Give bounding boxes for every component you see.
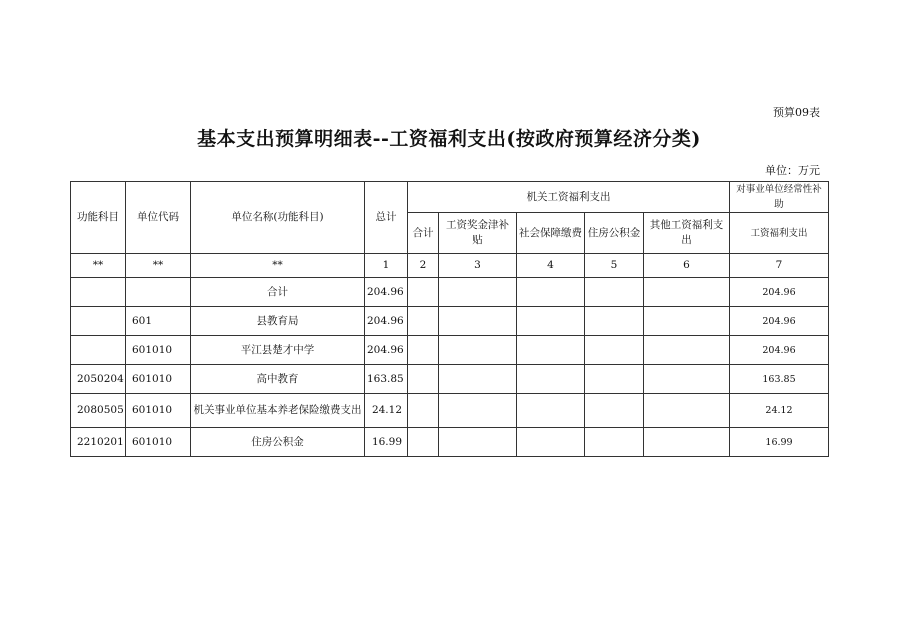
wage-bonus-cell bbox=[439, 394, 517, 428]
page-title: 基本支出预算明细表--工资福利支出(按政府预算经济分类) bbox=[197, 128, 701, 150]
unit-name-cell: 合计 bbox=[191, 278, 365, 307]
social-security-cell bbox=[517, 365, 585, 394]
func-subject-cell bbox=[71, 307, 126, 336]
index-cell: ** bbox=[71, 254, 126, 278]
header-subtotal: 合计 bbox=[408, 213, 439, 254]
index-cell: ** bbox=[191, 254, 365, 278]
unit-name-cell: 机关事业单位基本养老保险缴费支出 bbox=[191, 394, 365, 428]
header-total: 总计 bbox=[365, 182, 408, 254]
wage-welfare-cell: 204.96 bbox=[730, 336, 829, 365]
index-cell: 5 bbox=[585, 254, 644, 278]
other-wage-cell bbox=[644, 394, 730, 428]
header-wage-bonus: 工资奖金津补贴 bbox=[439, 213, 517, 254]
index-cell: 2 bbox=[408, 254, 439, 278]
housing-fund-cell bbox=[585, 307, 644, 336]
subtotal-cell bbox=[408, 394, 439, 428]
housing-fund-cell bbox=[585, 336, 644, 365]
wage-bonus-cell bbox=[439, 336, 517, 365]
other-wage-cell bbox=[644, 307, 730, 336]
index-cell: 4 bbox=[517, 254, 585, 278]
other-wage-cell bbox=[644, 365, 730, 394]
total-cell: 204.96 bbox=[365, 307, 408, 336]
housing-fund-cell bbox=[585, 365, 644, 394]
func-subject-cell: 2050204 bbox=[71, 365, 126, 394]
other-wage-cell bbox=[644, 336, 730, 365]
unit-name-cell: 平江县楚才中学 bbox=[191, 336, 365, 365]
header-housing-fund: 住房公积金 bbox=[585, 213, 644, 254]
wage-welfare-cell: 204.96 bbox=[730, 307, 829, 336]
social-security-cell bbox=[517, 307, 585, 336]
form-number: 预算09表 bbox=[773, 106, 820, 119]
social-security-cell bbox=[517, 336, 585, 365]
index-row bbox=[71, 254, 829, 278]
housing-fund-cell bbox=[585, 428, 644, 457]
social-security-cell bbox=[517, 394, 585, 428]
index-cell: 6 bbox=[644, 254, 730, 278]
header-other-wage: 其他工资福利支出 bbox=[644, 213, 730, 254]
other-wage-cell bbox=[644, 278, 730, 307]
index-cell: 1 bbox=[365, 254, 408, 278]
table-row bbox=[71, 307, 829, 336]
wage-bonus-cell bbox=[439, 428, 517, 457]
header-social-security: 社会保障缴费 bbox=[517, 213, 585, 254]
housing-fund-cell bbox=[585, 394, 644, 428]
table-row bbox=[71, 428, 829, 457]
housing-fund-cell bbox=[585, 278, 644, 307]
social-security-cell bbox=[517, 278, 585, 307]
func-subject-cell bbox=[71, 278, 126, 307]
wage-bonus-cell bbox=[439, 278, 517, 307]
total-cell: 163.85 bbox=[365, 365, 408, 394]
table-row bbox=[71, 278, 829, 307]
social-security-cell bbox=[517, 428, 585, 457]
subtotal-cell bbox=[408, 307, 439, 336]
func-subject-cell bbox=[71, 336, 126, 365]
unit-code-cell: 601010 bbox=[126, 336, 191, 365]
index-cell: 3 bbox=[439, 254, 517, 278]
header-wage-welfare: 工资福利支出 bbox=[730, 213, 829, 254]
header-subsidy: 对事业单位经常性补助 bbox=[730, 182, 829, 213]
header-org-wage: 机关工资福利支出 bbox=[408, 182, 730, 213]
wage-bonus-cell bbox=[439, 307, 517, 336]
unit-code-cell: 601010 bbox=[126, 428, 191, 457]
table-row bbox=[71, 365, 829, 394]
subtotal-cell bbox=[408, 336, 439, 365]
subtotal-cell bbox=[408, 365, 439, 394]
total-cell: 16.99 bbox=[365, 428, 408, 457]
wage-welfare-cell: 16.99 bbox=[730, 428, 829, 457]
wage-welfare-cell: 204.96 bbox=[730, 278, 829, 307]
subtotal-cell bbox=[408, 428, 439, 457]
other-wage-cell bbox=[644, 428, 730, 457]
index-cell: ** bbox=[126, 254, 191, 278]
wage-bonus-cell bbox=[439, 365, 517, 394]
header-unit-code: 单位代码 bbox=[126, 182, 191, 254]
table-row bbox=[71, 394, 829, 428]
unit-code-cell: 601010 bbox=[126, 365, 191, 394]
unit-name-cell: 县教育局 bbox=[191, 307, 365, 336]
unit-name-cell: 住房公积金 bbox=[191, 428, 365, 457]
index-cell: 7 bbox=[730, 254, 829, 278]
unit-code-cell bbox=[126, 278, 191, 307]
table-row bbox=[71, 336, 829, 365]
total-cell: 204.96 bbox=[365, 278, 408, 307]
header-unit-name: 单位名称(功能科目) bbox=[191, 182, 365, 254]
total-cell: 24.12 bbox=[365, 394, 408, 428]
unit-code-cell: 601 bbox=[126, 307, 191, 336]
unit-name-cell: 高中教育 bbox=[191, 365, 365, 394]
total-cell: 204.96 bbox=[365, 336, 408, 365]
unit-label: 单位：万元 bbox=[765, 164, 820, 177]
wage-welfare-cell: 163.85 bbox=[730, 365, 829, 394]
func-subject-cell: 2080505 bbox=[71, 394, 126, 428]
budget-table bbox=[70, 181, 829, 457]
func-subject-cell: 2210201 bbox=[71, 428, 126, 457]
wage-welfare-cell: 24.12 bbox=[730, 394, 829, 428]
subtotal-cell bbox=[408, 278, 439, 307]
unit-code-cell: 601010 bbox=[126, 394, 191, 428]
header-func-subject: 功能科目 bbox=[71, 182, 126, 254]
